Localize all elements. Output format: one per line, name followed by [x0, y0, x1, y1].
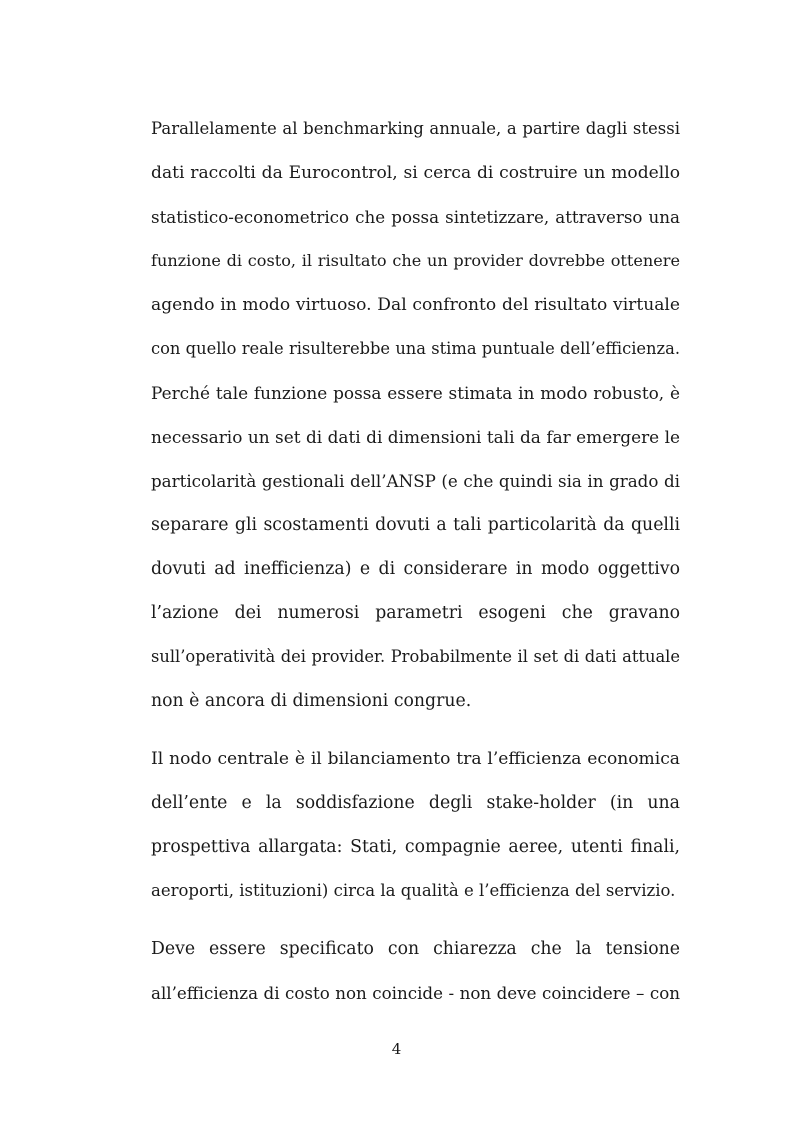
text-line: con quello reale risulterebbe una stima puntuale dell’efficienza.	[151, 339, 680, 358]
text-line: prospettiva allargata: Stati, compagnie aeree, utenti finali,	[151, 837, 680, 857]
text-line: aeroporti, istituzioni) circa la qualità e l’efficienza del servizio.	[151, 881, 676, 900]
text-line: particolarità gestionali dell’ANSP (e che quindi sia in grado di	[151, 471, 680, 491]
text-line: Deve essere specificato con chiarezza che la tensione	[151, 939, 680, 959]
text-line: funzione di costo, il risultato che un provider dovrebbe ottenere	[151, 251, 680, 270]
text-line: Parallelamente al benchmarking annuale, a partire dagli stessi	[151, 119, 680, 138]
text-line: Il nodo centrale è il bilanciamento tra l’efficienza economica	[151, 749, 680, 769]
text-line: all’efficienza di costo non coincide - non deve coincidere – con	[151, 983, 680, 1003]
text-line: l’azione dei numerosi parametri esogeni che gravano	[151, 603, 680, 623]
text-line: non è ancora di dimensioni congrue.	[151, 691, 472, 711]
text-line: sull’operatività dei provider. Probabilmente il set di dati attuale	[151, 647, 680, 666]
text-line: dell’ente e la soddisfazione degli stake-holder (in una	[151, 793, 680, 813]
text-line: necessario un set di dati di dimensioni tali da far emergere le	[151, 427, 680, 447]
text-line: dovuti ad inefficienza) e di considerare in modo oggettivo	[151, 559, 680, 579]
text-line: Perché tale funzione possa essere stimata in modo robusto, è	[151, 383, 680, 403]
text-line: separare gli scostamenti dovuti a tali particolarità da quelli	[151, 515, 680, 535]
page-number: 4	[391, 1040, 402, 1058]
text-line: dati raccolti da Eurocontrol, si cerca di costruire un modello	[151, 163, 680, 183]
text-line: agendo in modo virtuoso. Dal confronto del risultato virtuale	[151, 295, 680, 315]
text-line: statistico-econometrico che possa sintetizzare, attraverso una	[151, 207, 680, 227]
